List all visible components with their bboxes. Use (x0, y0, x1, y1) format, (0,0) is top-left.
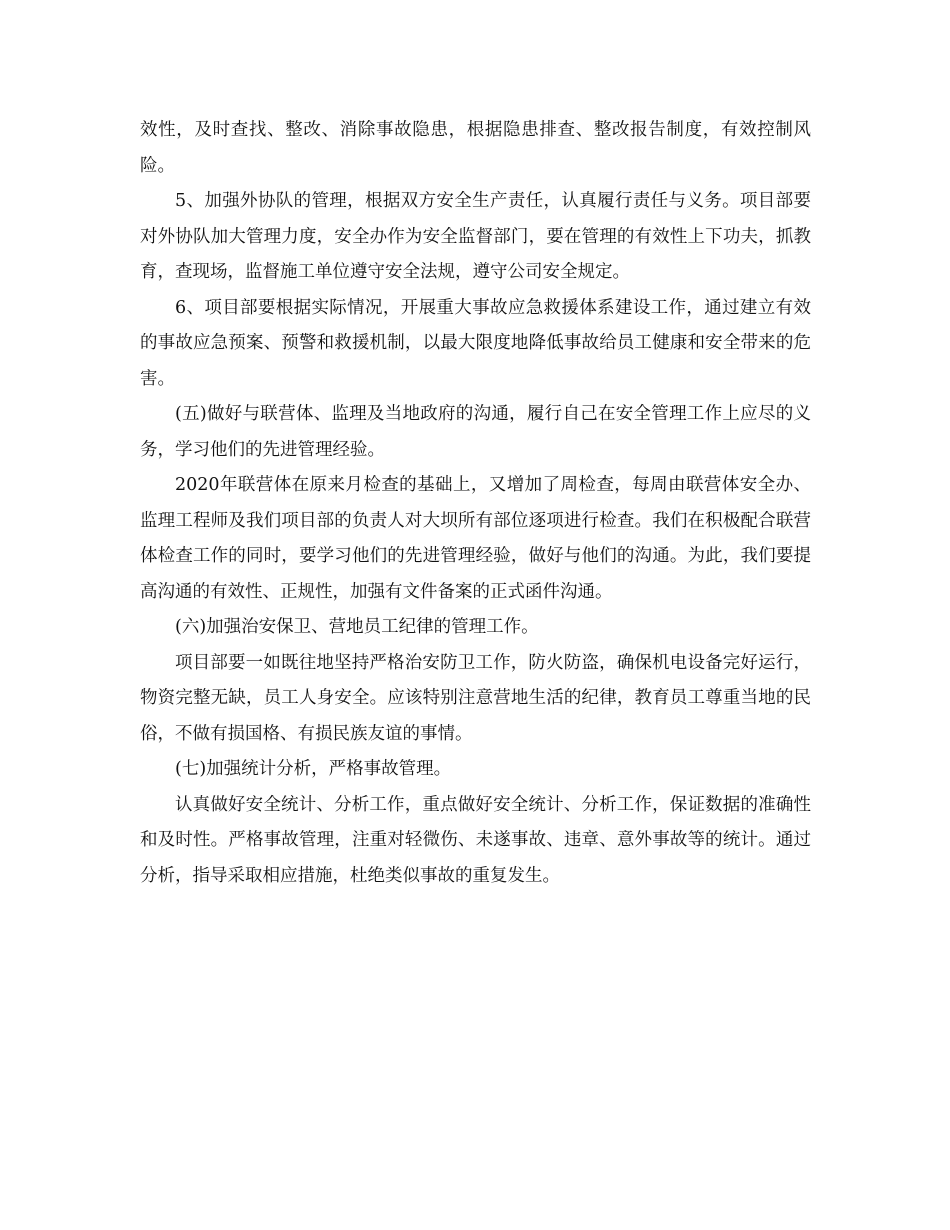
section-heading-5: (五)做好与联营体、监理及当地政府的沟通，履行自己在安全管理工作上应尽的义务，学习他们的先进管理经验。 (140, 404, 811, 460)
paragraph-item-5: 5、加强外协队的管理，根据双方安全生产责任，认真履行责任与义务。项目部要对外协队加大管理力度，安全办作为安全监督部门，要在管理的有效性上下功夫，抓教育，查现场，监督施工单位遵守安全法规，遵守公司安全规定。 (140, 191, 811, 282)
paragraph-security: 项目部要一如既往地坚持严格治安防卫工作，防火防盗，确保机电设备完好运行，物资完整无缺，员工人身安全。应该特别注意营地生活的纪律，教育员工尊重当地的民俗，不做有损国格、有损民族友谊的事情。 (140, 652, 811, 744)
section-heading-7: (七)加强统计分析，严格事故管理。 (175, 759, 452, 779)
document-body (140, 113, 811, 894)
paragraph-continuation: 效性，及时查找、整改、消除事故隐患，根据隐患排查、整改报告制度，有效控制风险。 (140, 120, 811, 176)
paragraph-statistics: 认真做好安全统计、分析工作，重点做好安全统计、分析工作，保证数据的准确性和及时性。严格事故管理，注重对轻微伤、未遂事故、违章、意外事故等的统计。通过分析，指导采取相应措施，杜绝类似事故的重复发生。 (140, 794, 811, 886)
paragraph-item-6: 6、项目部要根据实际情况，开展重大事故应急救援体系建设工作，通过建立有效的事故应急预案、预警和救援机制，以最大限度地降低事故给员工健康和安全带来的危害。 (140, 297, 811, 389)
paragraph-2020-inspection: 2020年联营体在原来月检查的基础上，又增加了周检查，每周由联营体安全办、监理工程师及我们项目部的负责人对大坝所有部位逐项进行检查。我们在积极配合联营体检查工作的同时，要学习他们的先进管理经验，做好与他们的沟通。为此，我们要提高沟通的有效性、正规性，加强有文件备案的正式函件沟通。 (140, 475, 811, 602)
section-heading-6: (六)加强治安保卫、营地员工纪律的管理工作。 (175, 617, 539, 637)
